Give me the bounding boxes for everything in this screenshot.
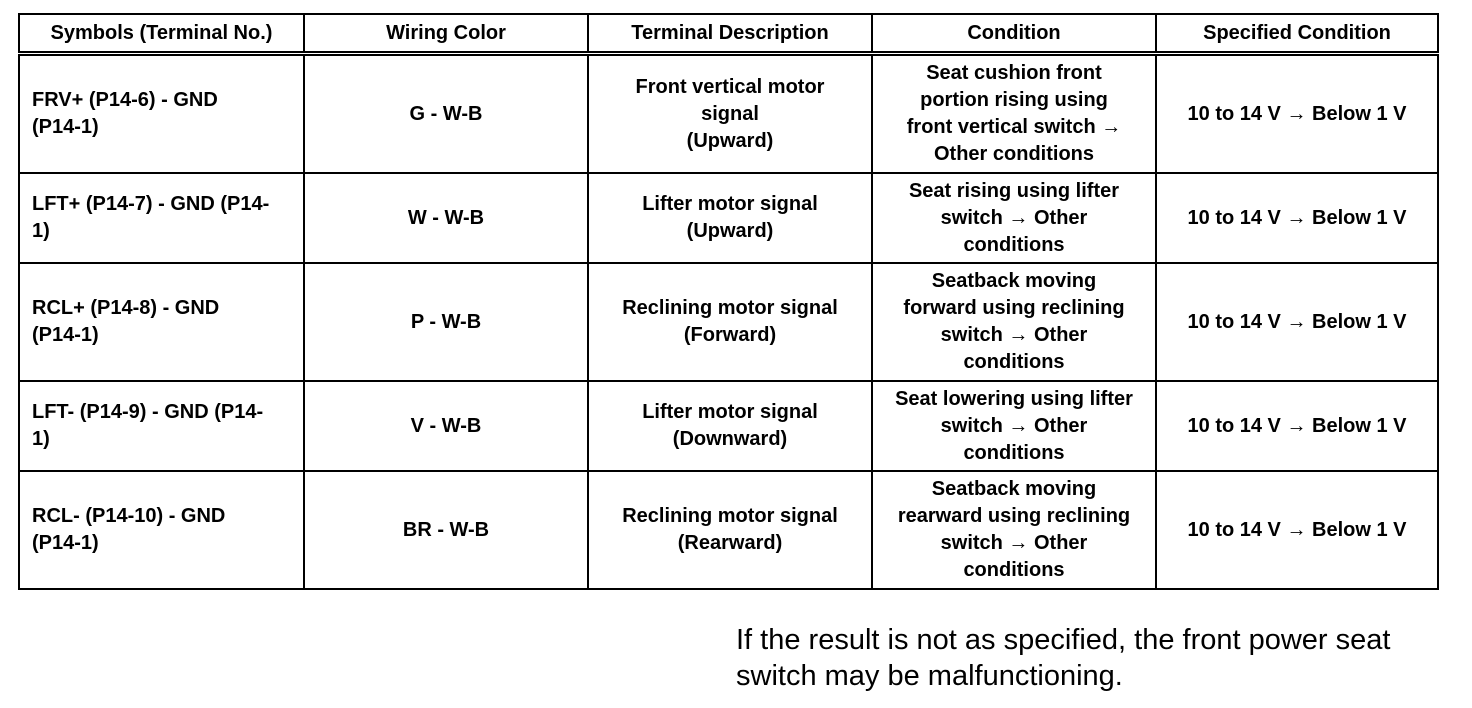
symbol-line: (P14-1)	[32, 324, 99, 346]
condition-line: switch → Other	[940, 324, 1088, 346]
description-cell	[588, 381, 872, 471]
wiring-color-cell: BR - W-B	[304, 471, 588, 589]
description-cell	[588, 471, 872, 589]
symbol-line: FRV+ (P14-6) - GND	[32, 89, 218, 111]
malfunction-note	[736, 622, 1456, 694]
description-line: (Rearward)	[677, 532, 783, 554]
note-line: switch may be malfunctioning.	[736, 660, 1123, 692]
description-line: signal	[701, 102, 759, 125]
description-line: Reclining motor signal	[622, 505, 838, 527]
description-line: (Upward)	[686, 129, 774, 152]
condition-line: Seatback moving	[931, 478, 1097, 500]
table-header-row	[19, 14, 1438, 54]
symbol-cell	[19, 381, 304, 471]
description-cell	[588, 54, 872, 174]
table-row	[19, 471, 1438, 589]
symbol-line: 1)	[32, 428, 50, 450]
condition-line: forward using reclining	[903, 297, 1125, 319]
symbol-line: LFT+ (P14-7) - GND (P14-	[32, 193, 270, 215]
wiring-color-cell: G - W-B	[304, 54, 588, 174]
description-line: (Upward)	[686, 220, 774, 242]
header-terminal-description: Terminal Description	[588, 14, 872, 54]
symbol-cell	[19, 263, 304, 381]
specified-condition-cell: 10 to 14 V → Below 1 V	[1156, 471, 1438, 589]
description-line: Lifter motor signal	[642, 401, 818, 423]
condition-line: rearward using reclining	[897, 505, 1131, 527]
symbol-line: RCL- (P14-10) - GND	[32, 505, 226, 527]
condition-line: switch → Other	[940, 206, 1088, 229]
condition-cell	[872, 173, 1156, 263]
table-row	[19, 381, 1438, 471]
condition-line: conditions	[963, 441, 1065, 464]
specified-condition-cell: 10 to 14 V → Below 1 V	[1156, 54, 1438, 174]
table-row	[19, 263, 1438, 381]
header-symbols: Symbols (Terminal No.)	[19, 14, 304, 54]
description-line: Reclining motor signal	[622, 297, 838, 319]
condition-line: conditions	[963, 559, 1065, 581]
description-cell	[588, 263, 872, 381]
condition-line: switch → Other	[940, 414, 1088, 437]
condition-cell	[872, 471, 1156, 589]
symbol-line: 1)	[32, 220, 50, 242]
description-line: Lifter motor signal	[642, 193, 818, 215]
condition-line: portion rising using	[920, 89, 1108, 111]
specified-condition-cell: 10 to 14 V → Below 1 V	[1156, 173, 1438, 263]
description-line: (Forward)	[683, 324, 777, 346]
symbol-line: RCL+ (P14-8) - GND	[32, 297, 220, 319]
note-line: If the result is not as specified, the front power seat	[736, 624, 1391, 656]
condition-cell	[872, 263, 1156, 381]
condition-line: front vertical switch →	[906, 116, 1122, 138]
table-row	[19, 173, 1438, 263]
specified-condition-cell: 10 to 14 V → Below 1 V	[1156, 381, 1438, 471]
condition-line: conditions	[963, 233, 1065, 256]
condition-line: Seatback moving	[931, 270, 1097, 292]
condition-cell	[872, 54, 1156, 174]
condition-line: Seat cushion front	[926, 62, 1102, 84]
condition-line: switch → Other	[940, 532, 1088, 554]
specified-condition-table	[18, 13, 1439, 590]
specified-condition-cell: 10 to 14 V → Below 1 V	[1156, 263, 1438, 381]
symbol-cell	[19, 471, 304, 589]
symbol-line: (P14-1)	[32, 116, 99, 138]
header-condition: Condition	[872, 14, 1156, 54]
condition-line: conditions	[963, 351, 1065, 373]
table-row	[19, 54, 1438, 174]
condition-line: Seat rising using lifter	[908, 179, 1120, 202]
condition-cell	[872, 381, 1156, 471]
header-specified-condition: Specified Condition	[1156, 14, 1438, 54]
wiring-color-cell: W - W-B	[304, 173, 588, 263]
symbol-line: (P14-1)	[32, 532, 99, 554]
description-line: (Downward)	[672, 428, 788, 450]
symbol-cell	[19, 54, 304, 174]
symbol-cell	[19, 173, 304, 263]
symbol-line: LFT- (P14-9) - GND (P14-	[32, 401, 264, 423]
condition-line: Seat lowering using lifter	[895, 387, 1133, 410]
description-line: Front vertical motor	[635, 75, 825, 98]
condition-line: Other conditions	[934, 143, 1094, 165]
wiring-color-cell: P - W-B	[304, 263, 588, 381]
header-wiring-color: Wiring Color	[304, 14, 588, 54]
wiring-color-cell: V - W-B	[304, 381, 588, 471]
description-cell	[588, 173, 872, 263]
